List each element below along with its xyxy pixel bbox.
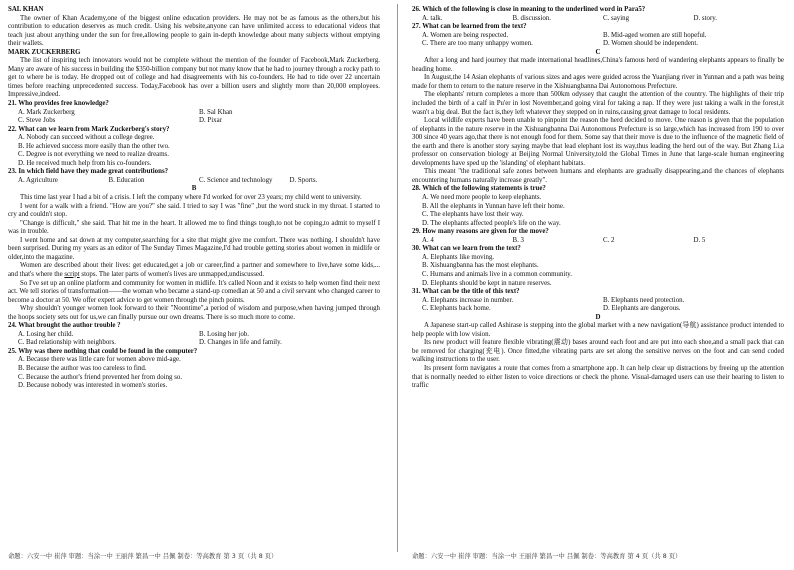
passage-d-paragraph-1: A Japanese start-up called Ashirase is stepping into the global market with a new navigation(导航) assistance product intended to help people with low vision. xyxy=(412,322,784,338)
question-31 xyxy=(412,288,784,314)
passage-b-paragraph-5 xyxy=(8,262,380,279)
column-divider xyxy=(397,4,398,552)
passage-b-paragraph-7: Why shouldn't younger women look forward to their "Noontime",a period of wisdom and purpose,when having jumped through the hoops society sets out for us,we can finally pursue our own dreams. There is so much more to come. xyxy=(8,305,380,321)
question-24 xyxy=(8,322,380,348)
paragraph-text: Women are described about their lives: get educated,get a job or career,find a partner and somewhere to live,have some kids,... and that's where the xyxy=(8,262,380,278)
question-stem: 25. Why was there nothing that could be found in the computer? xyxy=(8,347,198,355)
mark-zuckerberg-paragraph: The list of inspiring tech innovators would not be complete without the mention of the founder of Facebook,Mark Zuckerberg. Many are aware of his success in building the $350-billion company but not many know that he had to journey through a rocky path to get to where he is today. He dropped out of college and had disagreements with his co-founders. He had to tide over 22 uncertain times before reaching unprecedented success. Today,Facebook has over a billion users and slightly more than 20,000 employees. Impressive,indeed. xyxy=(8,57,380,99)
options xyxy=(8,331,380,348)
option-a: A. Agriculture xyxy=(18,176,58,184)
question-stem: 22. What can we learn from Mark Zuckerberg's story? xyxy=(8,125,170,133)
option-d: D. Changes in life and family. xyxy=(199,339,282,347)
option-a: A. Elephants like moving. xyxy=(422,253,495,261)
question-28 xyxy=(412,185,784,228)
question-27 xyxy=(412,23,784,49)
option-a: A. Women are being respected. xyxy=(422,31,509,39)
passage-b-paragraph-2: I went for a walk with a friend. "How are you?" she said. I tried to say I was "fine" ,but the word stuck in my throat. I started to cry and couldn't stop. xyxy=(8,202,380,219)
passage-d-paragraph-2: Its new product will feature flexible vibrating(震动) bases around each foot and are put into each shoe,and a small pack that can be removed for charging(充电). Once fitted,the vibrating parts are set along the sensitive nerves on the foot and can send coded walking instructions to the user. xyxy=(412,339,784,364)
passage-b-paragraph-3: "Change is difficult," she said. That hit me in the heart. It allowed me to find things tough,to not be coping,to admit to myself I was in trouble. xyxy=(8,219,380,236)
question-stem: 29. How many reasons are given for the move? xyxy=(412,228,549,236)
mark-zuckerberg-heading: MARK ZUCKERBERG xyxy=(8,48,81,56)
option-b: B. Losing her job. xyxy=(199,330,249,338)
option-b: B. Mid-aged women are still hopeful. xyxy=(603,31,707,39)
options xyxy=(412,237,784,246)
option-c: C. Degree is not everything we need to realize dreams. xyxy=(18,151,169,159)
question-29 xyxy=(412,228,784,245)
question-stem: 27. What can be learned from the text? xyxy=(412,23,527,31)
passage-c-paragraph-3: The elephants' return completes a more than 500km odyssey that caught the attention of the country. The highlights of their trip included the birth of a calf in Pu'er in lost November,and going viral for taking a nap. If they were just taking a walk in the forest,it wasn't a big deal. But the fact is,they left whatever they stepped on in ruins,causing great damage to local residents. xyxy=(412,91,784,116)
option-a: A. Losing her child. xyxy=(18,330,74,338)
section-d-heading: D xyxy=(595,313,601,321)
option-d: D. Sports. xyxy=(289,176,318,184)
question-30 xyxy=(412,245,784,288)
option-b: B. discussion. xyxy=(512,14,551,22)
option-b: B. He achieved success more easily than the other two. xyxy=(18,142,170,150)
option-a: A. Nobody can succeed without a college degree. xyxy=(18,134,155,142)
option-d: D. 5 xyxy=(693,236,706,244)
paragraph-text: stops. The later parts of women's lives are unmapped,undiscussed. xyxy=(79,270,265,278)
underlined-word-script: script xyxy=(64,270,80,278)
question-23 xyxy=(8,168,380,185)
option-c: C. saying xyxy=(603,14,630,22)
option-b: B. Because the author was too careless to find. xyxy=(18,364,147,372)
option-a: A. Elephants increase in number. xyxy=(422,296,514,304)
question-stem: 26. Which of the following is close in meaning to the underlined word in Para5? xyxy=(412,6,646,13)
options xyxy=(412,32,784,49)
page-footer-left: 命题：六安一中 崔萍 审题：当涂一中 王丽萍 繁昌一中 吕佩 制卷：等高教育 第 3 页（共 8 页） xyxy=(8,553,278,560)
passage-b-paragraph-4: I went home and sat down at my computer,searching for a site that might give me comfort. There was nothing. I shouldn't have been surprised. During my years as an editor of The Sunday Times Magazine,I'd had trouble getting stories about women in midlife or older,into the magazine. xyxy=(8,236,380,261)
passage-b-paragraph-1: This time last year I had a bit of a crisis. I left the company where I'd worked for over 23 years; my child went to university. xyxy=(20,194,362,202)
page-footer-right: 命题：六安一中 崔萍 审题：当涂一中 王丽萍 繁昌一中 吕佩 制卷：等高教育 第 4 页（共 8 页） xyxy=(412,553,682,560)
section-b-heading: B xyxy=(191,185,197,193)
option-d: D. The elephants affected people's life on the way. xyxy=(422,219,561,227)
question-26 xyxy=(412,6,784,23)
option-a: A. We need more people to keep elephants. xyxy=(422,194,542,202)
options xyxy=(8,109,380,126)
option-c: C. Elephants back home. xyxy=(422,305,491,313)
sal-khan-heading: SAL KHAN xyxy=(8,6,44,13)
option-c: C. Science and technology xyxy=(199,176,273,184)
passage-d-paragraph-3: Its present form navigates a route that comes from a smartphone app. It can help clear up distractions by freeing up the attention that is normally needed to either listen to voice directions or check the phone. Visual-damaged users can use their hearing to listen to traffic xyxy=(412,364,784,390)
left-column xyxy=(8,6,380,546)
option-c: C. There are too many unhappy women. xyxy=(422,40,533,48)
option-c: C. The elephants have lost their way. xyxy=(422,211,524,219)
option-b: B. Xishuangbanna has the most elephants. xyxy=(422,262,539,270)
option-a: A. Because there was little care for women above mid-age. xyxy=(18,356,181,364)
passage-c-paragraph-1: After a long and hard journey that made international headlines,China's famous herd of wandering elephants appears to finally be heading home. xyxy=(412,57,784,73)
option-d: D. Women should be independent. xyxy=(603,40,699,48)
option-c: C. 2 xyxy=(603,236,615,244)
passage-c-paragraph-5: This meant "the traditional safe zones between humans and elephants are gradually disappearing,and the chances of elephants encountering humans naturally increase greatly". xyxy=(412,168,784,184)
option-a: A. Mark Zuckerberg xyxy=(18,108,75,116)
option-d: D. Pixar xyxy=(199,117,222,125)
sal-khan-paragraph: The owner of Khan Academy,one of the biggest online education providers. He may not be as famous as the others,but his contribution to education deserves as much credit. Using his website,anyone can have unlimited access to educational videos that teach just about anything under the sun for free,allowing people to gain in-depth knowledge about many subjects without emptying their wallets. xyxy=(8,14,380,48)
option-d: D. Elephants are dangerous. xyxy=(603,305,681,313)
question-stem: 28. Which of the following statements is true? xyxy=(412,185,546,193)
option-d: D. story. xyxy=(693,14,717,22)
option-d: D. Because nobody was interested in women's stories. xyxy=(18,382,168,390)
passage-c-paragraph-4: Local wildlife experts have been unable to pinpoint the reason the herd decided to move. One reason is given that the population of elephants in the nature reserve in the Xishuangbanna Dai Autonomous Prefecture is so large,which has increased from 190 to over 300 since 40 years ago,that there is not enough food for them. Some say that their move is due to the influence of the magnetic field of the earth and there is another story saying maybe that lead elephant lost its way,thus leading the herd out of the way. But Zhang Li,a professor on conservation biology at Beijing Normal University,told the Global Times in June that large-scale human engineering developments have sped up the 'islanding' of elephant habitats. xyxy=(412,117,784,167)
options xyxy=(412,297,784,314)
question-stem: 31. What can be the title of this text? xyxy=(412,288,520,296)
question-stem: 23. In which field have they made great contributions? xyxy=(8,168,169,176)
option-c: C. Bad relationship with neighbors. xyxy=(18,339,116,347)
question-25 xyxy=(8,348,380,391)
option-b: B. Sal Khan xyxy=(199,108,233,116)
passage-b-paragraph-6: So I've set up an online platform and community for women in midlife. It's called Noon and it exists to help women find their next act. We tell stories of transformation——the woman who became a stand-up comedian at 50 and a civil servant who changed career to become a doctor at 50. We offer expert advice to get women through the pinch points. xyxy=(8,279,380,304)
question-stem: 30. What can we learn from the text? xyxy=(412,245,521,253)
section-c-heading: C xyxy=(595,48,601,56)
option-d: D. Elephants should be kept in nature reserves. xyxy=(422,279,552,287)
option-c: C. Humans and animals live in a common community. xyxy=(422,270,572,278)
option-b: B. Elephants need protection. xyxy=(603,296,685,304)
question-stem: 24. What brought the author trouble ? xyxy=(8,322,121,330)
option-a: A. talk. xyxy=(422,14,443,22)
question-21 xyxy=(8,100,380,126)
right-column xyxy=(412,6,784,546)
question-stem: 21. Who provides free knowledge? xyxy=(8,100,109,108)
question-22 xyxy=(8,126,380,169)
options xyxy=(412,15,784,24)
option-b: B. Education xyxy=(108,176,145,184)
option-c: C. Steve Jobs xyxy=(18,117,56,125)
option-c: C. Because the author's friend prevented her from doing so. xyxy=(18,373,183,381)
option-d: D. He received much help from his co-founders. xyxy=(18,159,152,167)
passage-c-paragraph-2: In August,the 14 Asian elephants of various sizes and ages were guided across the Yuanjiang river in Yunnan and a path was being made for them to return to the nature reserve in the Xishuangbanna Dai Autonomous Prefecture. xyxy=(412,74,784,90)
option-b: B. All the elephants in Yunnan have left their home. xyxy=(422,202,565,210)
options xyxy=(8,177,380,186)
option-a: A. 4 xyxy=(422,236,434,244)
option-b: B. 3 xyxy=(512,236,524,244)
